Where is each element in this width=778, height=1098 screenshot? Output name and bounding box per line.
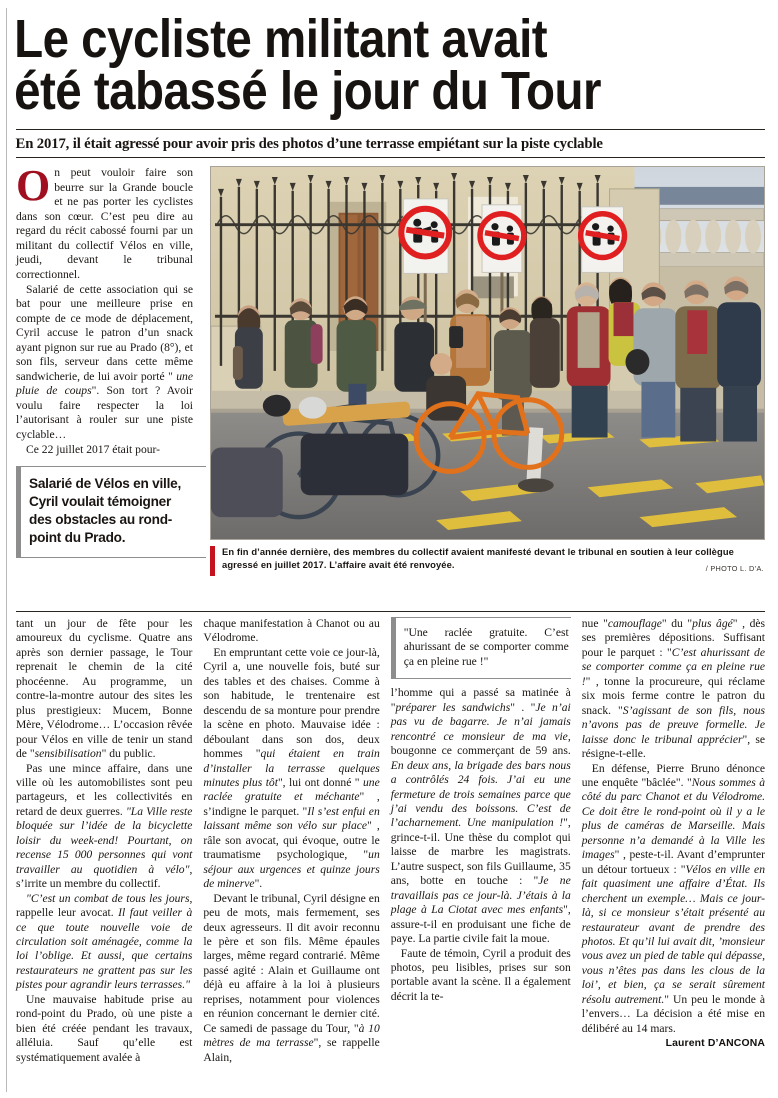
lead-paragraph-3: Ce 22 juillet 2017 était pour- <box>26 442 161 456</box>
c4-p1-mid1: " du " <box>661 617 693 630</box>
divider-above-body <box>16 611 765 612</box>
c1-p3-mid: , rappelle leur avocat. <box>16 891 193 920</box>
c4-p2 <box>582 762 765 1037</box>
article-body <box>16 617 765 1065</box>
c3-p1-mid2: , bougonne ce commerçant de 59 ans. <box>390 729 571 758</box>
c2-p3-em: à 10 mètres de ma terrasse <box>203 1021 380 1050</box>
lead-paragraph-1 <box>16 161 193 282</box>
c3-p1-end: ", assure-t-il en produisant une fiche de paye. La partie civile fait la moue. <box>390 903 571 946</box>
c4-p1-em2: plus âgé <box>692 617 733 630</box>
divider-under-subhead <box>16 157 765 158</box>
c2-p1: chaque manifestation à Chanot ou au Vélodrome. <box>203 617 380 645</box>
pull-quote-col3 <box>391 617 571 679</box>
c4-p2-a: En défense, Pierre Bruno dénonce une enquête "bâclée". " <box>581 761 766 789</box>
c2-p2-mid3: " , râle son avocat, qui évoque, outre le traumatisme psychologique, " <box>203 819 380 862</box>
c4-p1 <box>582 617 765 762</box>
c1-p1-a: tant un jour de fête pour les amoureux du cyclisme. Quatre ans après son dernier passage, le Tour reprenait le chemin de la cité phocéenne. Au programme, un contre-la-montre autour des sites les plus prestigieux: Mucem, Bonne Mère, Vélodrome… L’occasion rêvée pour Vélos en ville de tenir un stand de " <box>16 617 193 761</box>
c1-p2-b: , s’irrite un membre du collectif. <box>16 862 193 891</box>
c4-p1-em4: S’agissant de son fils, nous n’avons pas de preuve formelle. Je laisse donc le tribunal apprécier <box>581 703 766 746</box>
c1-p3-em2: Il faut veiller à ce que toute nouvelle voie de circulation soit aménagée, comme la loi l’oblige. Et aussi, que certains restaurateurs ne grattent pas sur les pistes pour agrandir leurs terrasses." <box>16 906 193 992</box>
c3-p1-mid1: " . " <box>510 700 536 714</box>
c2-p2-end: ". <box>254 877 263 891</box>
c2-p2-a: En empruntant cette voie ce jour-là, Cyril a, une nouvelle fois, buté sur des tables et des chaises. Comme à son habitude, le trentenaire est descendu de sa monture pour prendre la scène en photo. Mauvaise idée : déboulant dans son dos, deux hommes " <box>203 645 380 761</box>
body-column-1 <box>16 617 192 1065</box>
lead-p2-quote: une pluie de coups <box>16 369 193 398</box>
c4-p1-em1: camouflage <box>607 617 662 630</box>
pull-quote-col3-text: "Une raclée gratuite. C’est ahurissant de se comporter comme ça en pleine rue !" <box>403 626 569 668</box>
lead-p2-b: ". Son tort ? Avoir voulu faire respecter la loi l’autorisant à rouler sur une piste cyclable… <box>16 384 193 441</box>
c1-p1-b: " du public. <box>101 747 156 761</box>
c3-p2: Faute de témoin, Cyril a produit des photos, peu lisibles, prises sur son portable avant la scène. Il a également décrit la te- <box>390 946 571 1003</box>
c3-p1 <box>391 686 571 946</box>
c4-p2-em2: Vélos en ville en fait quasiment une affaire d’État. Ils cherchent un exemple… Mais ce jour-là, si ce monsieur s’était présenté au restaurateur avant de prendre des photos. Et qu’il lui avait dit, ’monsieur vous avez un pied de table qui dépasse, vous n’êtes pas dans les clous de la loi’, et bien, ça se serait sûrement résolu autrement. <box>581 862 766 1006</box>
c4-p1-mid3: " , tonne la procureure, qui réclame six mois ferme contre le patron du snack. " <box>581 674 766 717</box>
c2-p3-b: ", se rappelle Alain, <box>203 1036 380 1064</box>
author-byline: Laurent D’ANCONA <box>665 1038 766 1050</box>
c3-p1-em3: En deux ans, la brigade des bars nous a contrôlés 24 fois. J’ai eu une fermeture de trois semaines parce que j’ai vendu des boissons. C’est de l’acharnement. Une manipulation ! <box>390 758 571 830</box>
headline-line-2: été tabassé le jour du Tour <box>14 60 601 121</box>
c2-p2-em4: un séjour aux urgences et quinze jours de minerve <box>203 848 380 891</box>
c3-p1-em2: Je n’ai pas vu de bagarre. Je n’ai jamais rencontré ce monsieur de ma vie <box>390 700 571 743</box>
lead-paragraph-1-text: n peut vouloir faire son beurre sur la Grande boucle et ne pas porter les cyclistes dans son cœur. C’est peu dire au regard du récit cabossé fourni par un militant du collectif Vélos en ville, jeudi, devant le tribunal correctionnel. <box>16 166 193 281</box>
c2-p2-mid1: ", lui ont donné " <box>277 775 363 789</box>
c1-p2 <box>16 762 192 892</box>
c1-p3-em1: "C’est un combat de tous les jours <box>26 891 190 905</box>
c3-p1-em4: Je ne travaillais pas ce jour-là. J’étais à la plage à La Ciotat avec mes enfants <box>390 874 571 917</box>
c2-p2-mid2: " , s’indigne le parquet. " <box>203 790 380 818</box>
c1-p3 <box>16 892 192 993</box>
subheadline: En 2017, il était agressé pour avoir pris des photos d’une terrasse empiétant sur la piste cyclable <box>15 134 603 152</box>
body-column-3 <box>391 617 571 1065</box>
c4-p1-a: nue " <box>581 617 608 630</box>
headline-line-1: Le cycliste militant avait <box>14 9 548 69</box>
c2-p3 <box>203 892 379 1065</box>
lead-paragraph-2 <box>16 283 193 443</box>
lead-p2-a: Salarié de cette association qui se bat pour une meilleure prise en compte de ce mode de déplacement, Cyril accuse le patron d’un snack ayant pignon sur rue au Prado (8°), et son fils, serveur dans cette même sandwicherie, de lui avoir porté " <box>16 282 193 383</box>
c1-p4: Une mauvaise habitude prise au rond-point du Prado, où une piste a bien été créée pendant les travaux, alléluia. Sauf qu’elle est systématiquement avalée à <box>16 992 193 1064</box>
photo-illustration <box>211 167 764 539</box>
photo-caption <box>210 545 765 572</box>
c2-p2-em1: qui étaient en train d’installer la terrasse quelques minutes plus tôt <box>203 747 380 789</box>
c4-p1-end: ", se résigne-t-elle. <box>581 732 766 761</box>
c2-p3-a: Devant le tribunal, Cyril désigne en peu de mots, mais fermement, ses deux agresseurs. Il dit avoir reconnu le père et son fils. Même épaules larges, même regard contrarié. Même passé agité : Alain et Guillaume ont déjà eu affaire à la loi à plusieurs reprises, notamment pour violences en réunion concernant le dernier cité. Ce samedi de passage du Tour, " <box>203 891 380 1035</box>
c2-p2 <box>203 646 379 892</box>
c4-p1-mid2: " , dès ses premières dépositions. Suffisant pour le parquet : " <box>581 617 766 659</box>
page-title <box>0 0 778 121</box>
pull-quote-left <box>16 466 206 558</box>
lead-column <box>16 161 193 457</box>
drop-cap: O <box>16 161 51 211</box>
photo-frame <box>210 166 765 540</box>
body-column-2 <box>203 617 379 1065</box>
pull-quote-left-text: Salarié de Vélos en ville, Cyril voulait témoigner des obstacles au rond-point du Prado. <box>29 476 181 546</box>
c4-p2-end: " Un peu le monde à l’envers… La décision a été mise en délibéré au 14 mars. <box>581 992 766 1035</box>
c4-p2-mid1: " , peste-t-il. Avant d’emprunter un détour tortueux : " <box>581 848 766 876</box>
body-column-4 <box>582 617 765 1065</box>
c3-p1-em1: préparer les sandwichs <box>395 700 511 714</box>
photo-caption-text: En fin d’année dernière, des membres du collectif avaient manifesté devant le tribunal en soutien à leur collègue agressé en juillet 2017. L’affaire avait été renvoyée. <box>222 546 734 571</box>
c1-p2-a: Pas une mince affaire, dans une ville où les automobilistes sont peu partageurs, et les collectivités en retard de deux guerres. <box>16 761 193 818</box>
c1-p1 <box>16 617 192 762</box>
c4-p2-em1: Nous sommes à côté du parc Chanot et du Vélodrome. Ce doit être le rond-point où il y a le plus de caméras de Marseille. Mais personne n’a demandé à la Ville les images <box>581 775 766 862</box>
c2-p2-em2: une raclée gratuite et méchante <box>203 775 380 804</box>
c3-p1-mid3: ", grince-t-il. Une thèse du complot qui laisse de marbre les magistrats. L’autre suspect, son fils Guillaume, 35 ans, botte en touche : " <box>390 816 571 888</box>
c3-p1-a: l’homme qui a passé sa matinée à " <box>390 686 571 714</box>
c1-p1-em: sensibilisation <box>34 747 102 761</box>
c1-p2-em: "La Ville reste bloquée sur l’idée de la bicyclette loisir du week-end! Pourtant, on recense 15 000 personnes qui vont travailler au quotidien à vélo" <box>16 804 193 876</box>
photo-credit: / PHOTO L. D’A. <box>705 564 764 574</box>
c2-p2-em3: Il s’est enfui en laissant même son vélo sur place <box>203 804 380 833</box>
top-zone <box>16 161 765 604</box>
protest-sign <box>581 207 625 273</box>
c4-p1-em3: C’est ahurissant de se comporter comme ça en pleine rue ! <box>581 645 766 688</box>
article-photo <box>210 166 765 540</box>
